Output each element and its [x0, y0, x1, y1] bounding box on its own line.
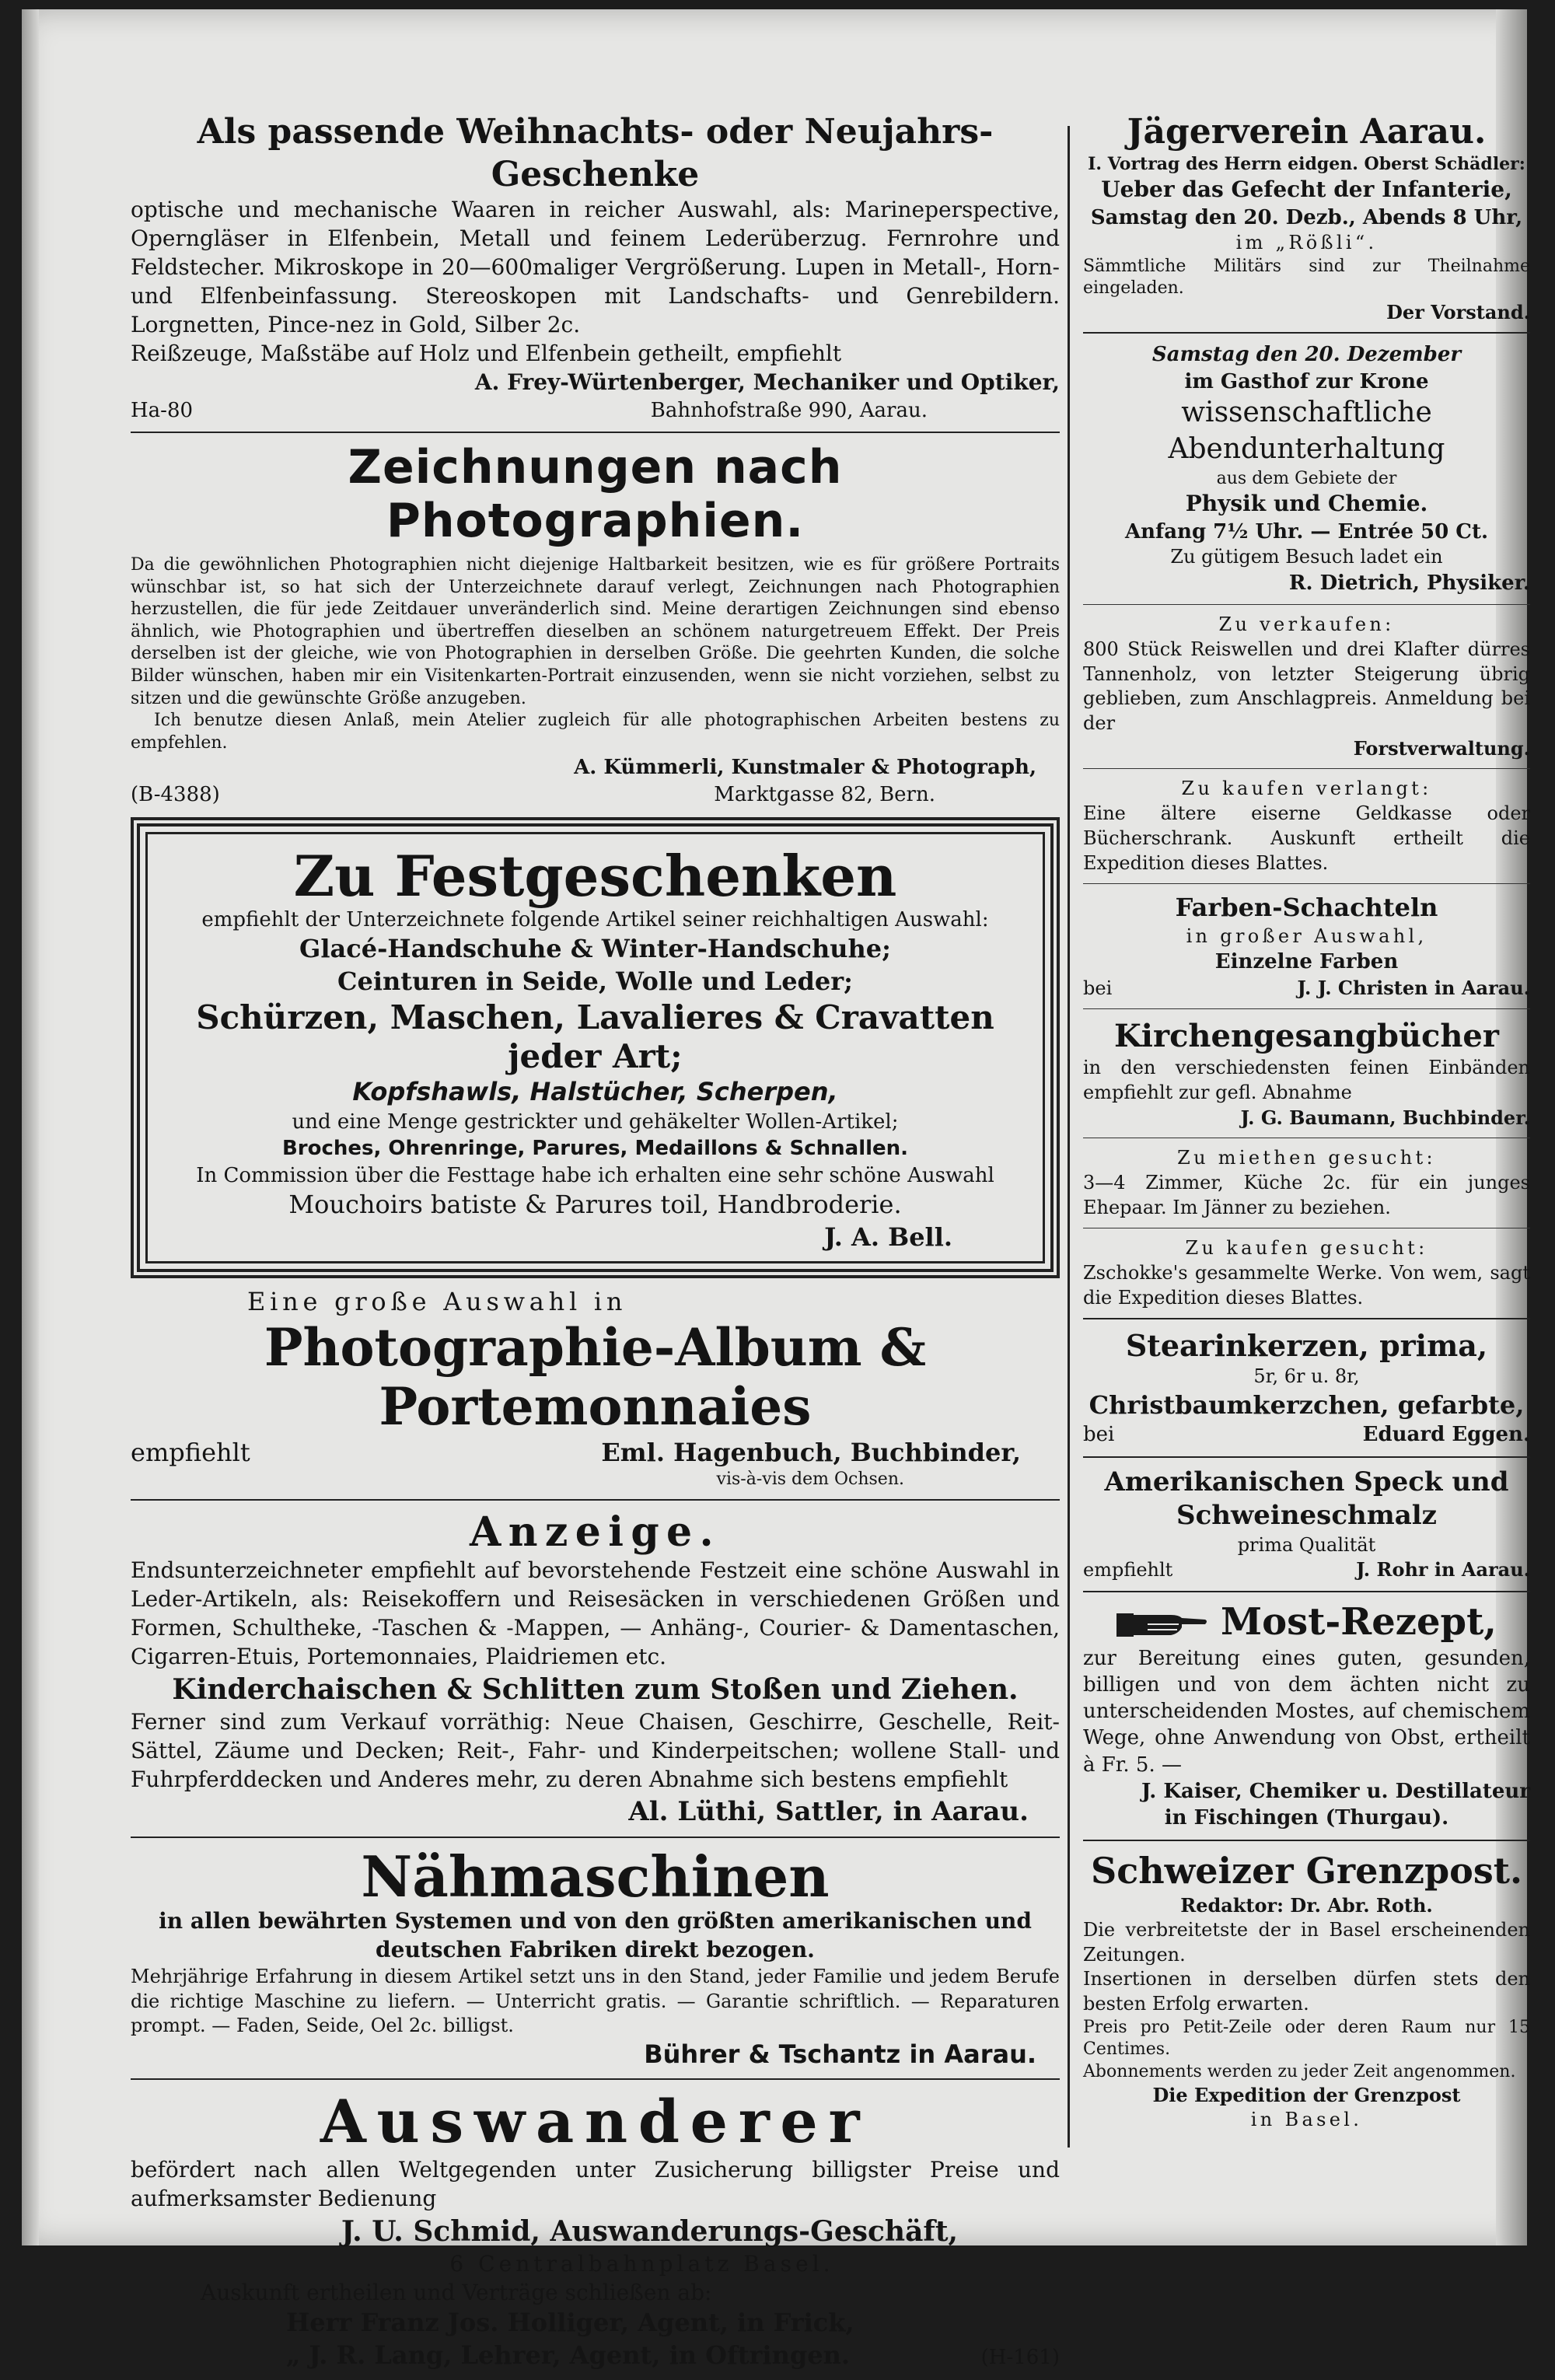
ad-line: Einzelne Farben — [1214, 950, 1399, 974]
ad-title: Auswanderer — [320, 2087, 871, 2157]
ad-pre: empfiehlt — [1083, 1559, 1173, 1581]
ad-title: Photographie-Album & Portemonnaies — [264, 1316, 927, 1437]
ad-speck — [1083, 1466, 1530, 1583]
ad-body: Da die gewöhnlichen Photographien nicht diejenige Haltbarkeit besitzen, wie es für größere Portraits wünschbar ist, so hat sich der Unterzeichnete darauf verlegt, Zeichnungen nach Photographien herzustellen, die für jede Zeitdauer unveränderlich sind. Meine derartigen Zeichnungen sind ebenso ähnlich, wie Photographien und übertreffen dieselben an schönem naturgetreuem Effekt. Der Preis derselben ist der gleiche, wie von Photographien in derselben Größe. Die geehrten Kunden, die solche Bilder wünschen, haben mir ein Visitenkarten-Portrait einzusenden, wenn sie nicht vorziehen, selbst zu sitzen und die gewünschte Größe anzugeben. — [131, 554, 1060, 708]
ad-grenzpost — [1083, 1849, 1530, 2133]
ad-title: wissenschaftliche Abendunterhaltung — [1168, 397, 1445, 465]
ad-line: Physik und Chemie. — [1185, 491, 1428, 517]
ad-jaeger — [1083, 110, 1530, 324]
ad-title: Stearinkerzen, prima, — [1125, 1328, 1488, 1364]
ad-signature: A. Kümmerli, Kunstmaler & Photograph, — [574, 756, 1036, 780]
ad-line: in großer Auswahl, — [1186, 924, 1427, 947]
ad-body: 3—4 Zimmer, Küche 2c. für ein junges Ehepaar. Im Jänner zu beziehen. — [1083, 1172, 1530, 1218]
ad-body: 800 Stück Reiswellen und drei Klafter dürres Tannenholz, von letzter Steigerung übrig geblieben, zum Anschlagpreis. Anmeldung bei der — [1083, 638, 1530, 735]
ad-intro: empfiehlt der Unterzeichnete folgende Artikel seiner reichhaltigen Auswahl: — [201, 908, 989, 932]
ad-title: Most-Rezept, — [1221, 1599, 1497, 1644]
divider — [131, 2078, 1060, 2080]
ad-head: Zu kaufen gesucht: — [1185, 1237, 1428, 1260]
ad-pre: bei — [1083, 1423, 1115, 1447]
ad-sub: in allen bewährten Systemen und von den größten amerikanischen und deutschen Fabriken direkt bezogen. — [159, 1907, 1032, 1962]
ad-title: Zeichnungen nach Photographien. — [348, 439, 843, 548]
ad-title: Amerikanischen Speck und Schweineschmalz — [1104, 1466, 1509, 1532]
ad-line: Samstag den 20. Dezember — [1151, 343, 1462, 367]
ad-address: in Fischingen (Thurgau). — [1164, 1806, 1449, 1830]
ad-weihnacht — [131, 110, 1060, 424]
ad-signature: Forstverwaltung. — [1353, 736, 1530, 760]
ad-signature: Die Expedition der Grenzpost — [1152, 2084, 1461, 2107]
ad-address: Bahnhofstraße 990, Aarau. — [650, 398, 928, 422]
ad-line: Insertionen in derselben dürfen stets den besten Erfolg erwarten. — [1083, 1968, 1530, 2015]
ad-samstag — [1083, 341, 1530, 596]
ad-body: Sämmtliche Militärs sind zur Theilnahme eingeladen. — [1083, 256, 1530, 299]
ad-signature: J. U. Schmid, Auswanderungs-Geschäft, — [341, 2214, 959, 2248]
ad-title: Als passende Weihnachts- oder Neujahrs-Geschenke — [197, 112, 994, 194]
ad-code: Ha-80 — [131, 398, 194, 422]
ad-stearin — [1083, 1327, 1530, 1448]
divider — [1083, 768, 1530, 769]
ad-title: Zu Festgeschenken — [293, 842, 897, 909]
ad-line: im Gasthof zur Krone — [1184, 369, 1429, 393]
divider — [1083, 1008, 1530, 1009]
ad-line: Redaktor: Dr. Abr. Roth. — [1180, 1894, 1433, 1917]
ad-line: Die verbreitetste der in Basel erscheinenden Zeitungen. — [1083, 1918, 1530, 1966]
ad-title: Kirchengesangbücher — [1114, 1018, 1499, 1055]
ad-signature: R. Dietrich, Physiker. — [1288, 571, 1530, 596]
ad-body: Ferner sind zum Verkauf vorräthig: Neue Chaisen, Geschirre, Geschelle, Reit-Sättel, Zäume und Decken; Reit-, Fahr- und Kinderpeitschen; wollene Stall- und Fuhrpferddecken und Anderes mehr, zu deren Abnahme sich bestens empfiehlt — [131, 1708, 1060, 1792]
ad-body: Eine ältere eiserne Geldkasse oder Bücherschrank. Auskunft ertheilt die Expedition dieses Blattes. — [1083, 802, 1530, 874]
newspaper-page — [22, 9, 1530, 2371]
ad-naehmaschinen — [131, 1843, 1060, 2071]
ad-body: optische und mechanische Waaren in reicher Auswahl, als: Marineperspective, Operngläser in Elfenbein, Metall und feinem Lederüberzug. Fernrohre und Feldstecher. Mikroskope in 20—600maliger Vergrößerung. Lupen in Metall-, Horn- und Elfenbeinfassung. Stereoskopen mit Landschafts- und Genrebildern. Lorgnetten, Pince-nez in Gold, Silber 2c. — [131, 197, 1060, 337]
ad-kaufen-verlangt — [1083, 777, 1530, 875]
ad-body: zur Bereitung eines guten, gesunden, billigen und von dem ächten nicht zu unterscheidenden Mostes, auf chemischem Wege, ohne Anwendung von Obst, ertheilt à Fr. 5. — — [1083, 1646, 1530, 1777]
ad-body: Zschokke's gesammelte Werke. Von wem, sagt die Expedition dieses Blattes. — [1083, 1262, 1530, 1309]
ad-line: prima Qualität — [1237, 1533, 1376, 1556]
ad-pre: bei — [1083, 977, 1113, 999]
ad-signature: Bührer & Tschantz in Aarau. — [644, 2039, 1036, 2069]
divider — [1083, 332, 1530, 334]
ad-verkaufen — [1083, 613, 1530, 760]
ad-line: Broches, Ohrenringe, Parures, Medaillons & Schnallen. — [281, 1137, 909, 1161]
left-column — [131, 110, 1060, 2380]
ad-address: 6 Centralbahnplatz Basel. — [449, 2250, 834, 2277]
ad-signature: J. J. Christen in Aarau. — [1297, 976, 1530, 999]
ad-line: und eine Menge gestrickter und gehäkelter Wollen-Artikel; — [292, 1110, 899, 1134]
ad-album — [131, 1286, 1060, 1491]
ad-head: Zu kaufen verlangt: — [1181, 778, 1432, 800]
ad-signature: A. Frey-Würtenberger, Mechaniker und Optiker, — [474, 369, 1060, 395]
ad-signature: J. Rohr in Aarau. — [1356, 1558, 1530, 1581]
ad-head: Zu miethen gesucht: — [1177, 1147, 1436, 1169]
ad-line: In Commission über die Festtage habe ich erhalten eine sehr schöne Auswahl — [196, 1163, 994, 1187]
ad-address: vis-à-vis dem Ochsen. — [716, 1470, 904, 1490]
pointing-hand-icon — [1116, 1607, 1208, 1641]
divider — [1083, 883, 1530, 884]
ad-line: Glacé-Handschuhe & Winter-Handschuhe; — [299, 934, 891, 964]
ad-intro: Eine große Auswahl in — [247, 1287, 627, 1317]
ad-body: Kinderchaischen & Schlitten zum Stoßen und Ziehen. — [172, 1672, 1019, 1706]
ad-line: Christbaumkerzchen, gefarbte, — [1088, 1389, 1525, 1420]
ad-anzeige — [131, 1508, 1060, 1829]
ad-line: Zu gütigem Besuch ladet ein — [1170, 546, 1443, 568]
ad-auswanderer — [131, 2088, 1060, 2371]
ad-line: 5r, 6r u. 8r, — [1253, 1365, 1360, 1387]
divider — [1083, 1591, 1530, 1592]
ad-title: Jägerverein Aarau. — [1127, 112, 1487, 152]
ad-signature: J. Kaiser, Chemiker u. Destillateur — [1141, 1780, 1530, 1804]
ad-title: Farben-Schachteln — [1175, 893, 1438, 923]
column-divider — [1068, 126, 1070, 2148]
ad-signature: Al. Lüthi, Sattler, in Aarau. — [628, 1795, 1029, 1827]
ad-line: Herr Franz Jos. Holliger, Agent, in Frick, — [286, 2308, 854, 2338]
page-spine — [22, 9, 39, 2245]
ad-signature: J. A. Bell. — [824, 1221, 952, 1252]
ad-address: Marktgasse 82, Bern. — [714, 782, 935, 806]
ad-line: Auskunft ertheilen und Verträge schließen ab: — [201, 2279, 712, 2305]
divider — [131, 432, 1060, 433]
ad-miethen — [1083, 1146, 1530, 1220]
ad-line: Samstag den 20. Dezb., Abends 8 Uhr, — [1090, 205, 1523, 229]
ad-address: in Basel. — [1250, 2109, 1363, 2131]
ad-most — [1083, 1600, 1530, 1832]
ad-code: (B-4388) — [131, 782, 220, 806]
ad-body: befördert nach allen Weltgegenden unter Zusicherung billigster Preise und aufmerksamster Bedienung — [131, 2156, 1060, 2211]
ad-line: Anfang 7½ Uhr. — Entrée 50 Ct. — [1124, 520, 1489, 544]
divider — [131, 1499, 1060, 1501]
ad-line: Ueber das Gefecht der Infanterie, — [1101, 176, 1512, 202]
divider — [1083, 1318, 1530, 1319]
ad-signature: Eduard Eggen. — [1362, 1423, 1530, 1447]
ad-body: Ich benutze diesen Anlaß, mein Atelier zugleich für alle photographischen Arbeiten bestens zu empfehlen. — [131, 711, 1060, 753]
divider — [1083, 1456, 1530, 1458]
ad-body: in den verschiedensten feinen Einbänden empfiehlt zur gefl. Abnahme — [1083, 1057, 1530, 1104]
ad-line: I. Vortrag des Herrn eidgen. Oberst Schädler: — [1088, 154, 1525, 174]
ad-body: Reißzeuge, Maßstäbe auf Holz und Elfenbein getheilt, empfiehlt — [131, 340, 842, 366]
ad-signature: Der Vorstand. — [1386, 300, 1530, 323]
ad-title: Nähmaschinen — [361, 1843, 830, 1910]
ad-title: Anzeige. — [470, 1508, 721, 1556]
ad-body: Endsunterzeichneter empfiehlt auf bevorstehende Festzeit eine schöne Auswahl in Leder-Artikeln, als: Reisekoffern und Reisesäcken in verschiedenen Größen und Formen, Schultheke, -Taschen & -Mappen, — Anhäng-, Courier- & Damentaschen, Cigarren-Etuis, Portemonnaies, Plaidriemen etc. — [131, 1557, 1060, 1669]
ad-line: Abonnements werden zu jeder Zeit angenommen. — [1083, 2061, 1516, 2081]
ad-signature: Eml. Hagenbuch, Buchbinder, — [601, 1437, 1021, 1467]
right-column — [1083, 110, 1530, 2141]
ad-line: aus dem Gebiete der — [1216, 468, 1397, 488]
divider — [131, 1837, 1060, 1838]
ad-line: Ceinturen in Seide, Wolle und Leder; — [337, 966, 853, 997]
ad-code: (H-161) — [980, 2346, 1060, 2370]
divider — [1083, 604, 1530, 605]
ad-zeichnungen — [131, 441, 1060, 808]
ad-title: Schweizer Grenzpost. — [1090, 1849, 1522, 1892]
divider — [1083, 1840, 1530, 1841]
ad-line: Schürzen, Maschen, Lavalieres & Cravatten jeder Art; — [196, 998, 994, 1076]
ad-pre: empfiehlt — [131, 1437, 250, 1467]
ad-line: im „Rößli“. — [1235, 231, 1378, 253]
ad-farben — [1083, 892, 1530, 1001]
ad-kaufen-gesucht — [1083, 1236, 1530, 1310]
ad-head: Zu verkaufen: — [1218, 613, 1395, 636]
ad-line: Preis pro Petit-Zeile oder deren Raum nur 15 Centimes. — [1083, 2017, 1530, 2060]
ad-festgeschenk — [131, 817, 1060, 1278]
ad-kirchen — [1083, 1017, 1530, 1130]
ad-line: Kopfshawls, Halstücher, Scherpen, — [352, 1077, 838, 1107]
ad-body: Mehrjährige Erfahrung in diesem Artikel setzt uns in den Stand, jeder Familie und jedem Berufe die richtige Maschine zu liefern. — Unterricht gratis. — Garantie schriftlich. — Reparaturen prompt. — Faden, Seide, Oel 2c. billigst. — [131, 1965, 1060, 2037]
ad-line: „ J. R. Lang, Lehrer, Agent, in Oftringen. — [286, 2340, 850, 2371]
ad-line: Mouchoirs batiste & Parures toil, Handbroderie. — [288, 1189, 902, 1219]
ad-signature: J. G. Baumann, Buchbinder. — [1240, 1106, 1530, 1129]
